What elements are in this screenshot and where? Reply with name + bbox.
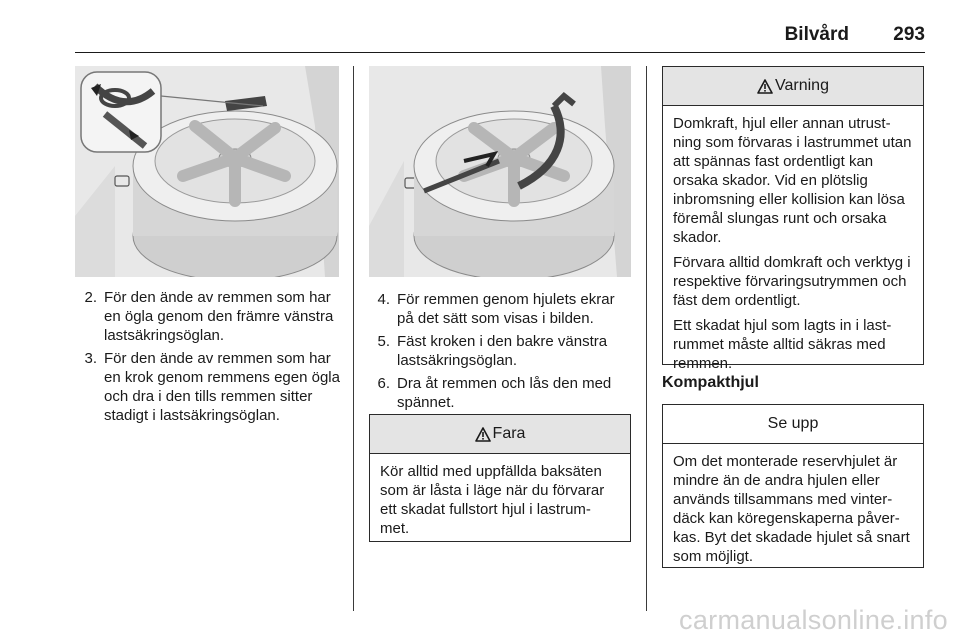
warning-triangle-icon <box>757 79 773 94</box>
warning-box <box>662 66 924 372</box>
danger-box <box>369 414 631 542</box>
list-item <box>75 349 343 425</box>
list-item <box>368 332 634 370</box>
steps-column-1 <box>75 288 343 429</box>
step-text: För den ände av remmen som har en krok genom remmens egen ögla och dra i den tills remmen sitter stadigt i lastsäkringsöglan. <box>104 350 340 424</box>
column-divider-1 <box>353 66 354 611</box>
step-text: Fäst kroken i den bakre vänstra lastsäkringsöglan. <box>397 333 608 369</box>
caution-paragraph: Om det monterade reservhjulet är mindre än de andra hjulen eller används tillsammans med vinter-däck kan köregenskaperna påver-kas. Byt det skadade hjulet så snart som möjligt. <box>673 453 910 565</box>
watermark: carmanualsonline.info <box>679 605 948 635</box>
danger-paragraph: Kör alltid med uppfällda baksäten som är låsta i läge när du förvarar ett skadat fullstort hjul i lastrum-met. <box>380 463 605 537</box>
warning-box-title: Varning <box>775 77 829 94</box>
step-number: 3. <box>84 350 97 367</box>
spare-wheel-illustration-1 <box>75 66 339 277</box>
danger-box-body <box>370 454 630 550</box>
caution-box-header <box>663 405 923 444</box>
page-header <box>75 24 925 50</box>
spare-wheel-illustration-2 <box>369 66 631 277</box>
warning-paragraph: Förvara alltid domkraft och verktyg i respektive förvaringsutrymmen och fäst dem ordentligt. <box>673 254 911 309</box>
danger-box-header <box>370 415 630 454</box>
step-number: 2. <box>84 289 97 306</box>
list-item <box>368 374 634 412</box>
header-rule <box>75 52 925 53</box>
step-number: 5. <box>377 333 390 350</box>
page-number: 293 <box>893 24 925 45</box>
warning-box-header <box>663 67 923 106</box>
step-number: 6. <box>377 375 390 392</box>
caution-box <box>662 404 924 568</box>
section-title: Bilvård <box>784 24 849 45</box>
section-subheading: Kompakthjul <box>662 374 759 391</box>
figure-strap-loop <box>75 66 339 277</box>
step-text: För den ände av remmen som har en ögla genom den främre vänstra lastsäkringsöglan. <box>104 289 334 344</box>
warning-box-body <box>663 106 923 385</box>
danger-box-title: Fara <box>492 425 526 442</box>
warning-paragraph: Ett skadat hjul som lagts in i last-rummet måste alltid säkras med remmen. <box>673 317 892 372</box>
warning-triangle-icon <box>475 427 491 442</box>
caution-box-body <box>663 444 923 578</box>
caution-box-title: Se upp <box>767 415 819 432</box>
step-text: Dra åt remmen och lås den med spännet. <box>397 375 612 411</box>
figure-strap-spokes <box>369 66 631 277</box>
step-number: 4. <box>377 291 390 308</box>
list-item <box>368 290 634 328</box>
warning-paragraph: Domkraft, hjul eller annan utrust-ning som förvaras i lastrummet utan att spännas fast ordentligt kan orsaka skador. Vid en plötslig inbromsning eller kollision kan lösa föremål slungas runt och orsaka skador. <box>673 115 912 246</box>
list-item <box>75 288 343 345</box>
step-text: För remmen genom hjulets ekrar på det sätt som visas i bilden. <box>397 291 615 327</box>
column-divider-2 <box>646 66 647 611</box>
steps-column-2 <box>368 290 634 416</box>
